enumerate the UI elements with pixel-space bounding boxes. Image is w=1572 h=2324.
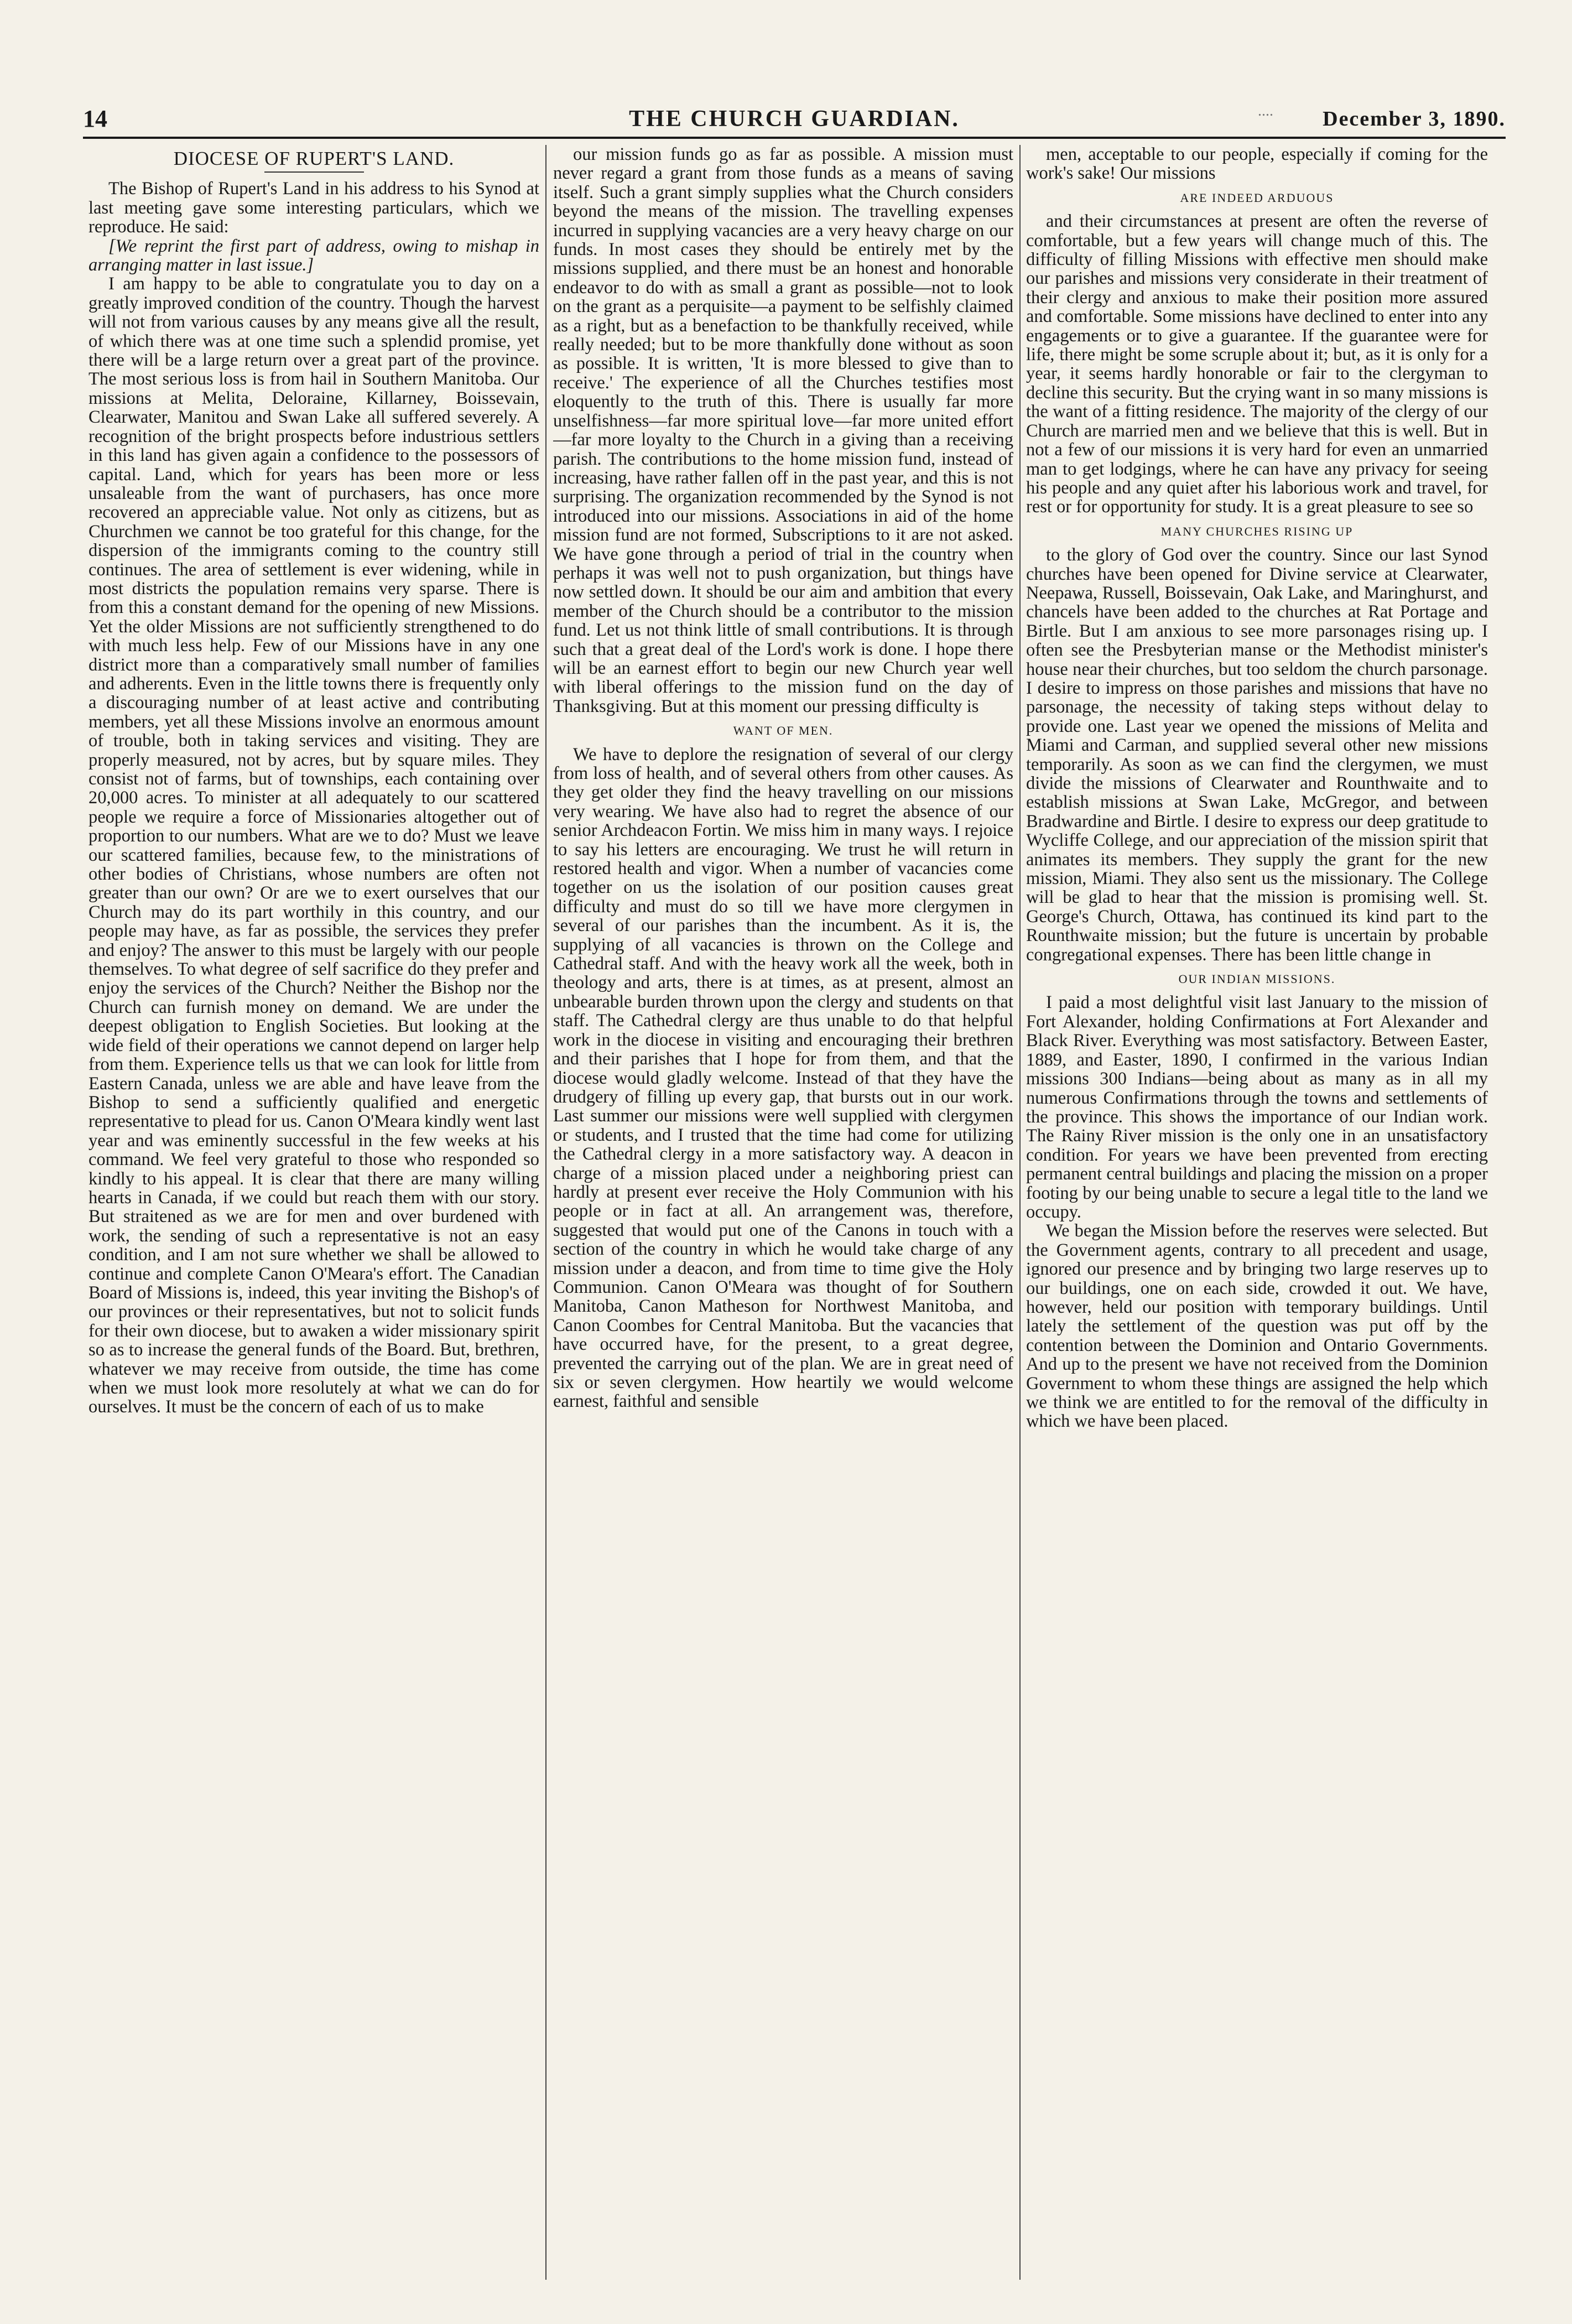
column-3 [1026,145,1488,2285]
paragraph: to the glory of God over the country. Since our last Synod churches have been opened for Divine service at Clearwater, Neepawa, Russell, Boissevain, Oak Lake, and Maringhurst, and chancels have been added to the churches at Rat Portage and Birtle. But I am anxious to see more parsonages rising up. I often see the Presbyterian manse or the Methodist minister's house near their churches, but too seldom the church parsonage. I desire to impress on those parishes and missions that have no parsonage, the necessity of taking steps without delay to provide one. Last year we opened the missions of Melita and Miami and Carman, and supplied several other new missions temporarily. As soon as we can find the clergymen, we must divide the missions of Clearwater and Rounthwaite and to establish missions at Swan Lake, McGregor, and between Bradwardine and Birtle. I desire to express our deep gratitude to Wycliffe College, and our appreciation of the mission spirit that animates its members. They supply the grant for the new mission, Miami. They also sent us the missionary. The College will be glad to hear that the mission is promising well. St. George's Church, Ottawa, has continued its kind part to the Rounthwaite mission; but the future is uncertain by probable congregational expenses. There has been little change in [1026,545,1488,965]
section-heading: MANY CHURCHES RISING UP [1160,524,1354,538]
stray-mark: .... [1258,102,1273,119]
paragraph: We have to deplore the resignation of several of our clergy from loss of health, and of several others from other causes. As they get older they find the heavy travelling on our missions very wearing. We have also had to regret the absence of our senior Archdeacon Fortin. We miss him in many ways. I rejoice to say his letters are encouraging. We trust he will return in restored health and vigor. When a number of vacancies come together on us the isolation of our position causes great difficulty and must do so till we have more clergymen in several of our parishes than the incumbent. As it is, the supplying of all vacancies is thrown on the College and Cathedral staff. And with the heavy work all the week, both in theology and arts, there is at times, as at present, almost an unbearable burden thrown upon the clergy and students on that staff. The Cathedral clergy are thus unable to do that helpful work in the diocese in visiting and encouraging their brethren and their parishes that I hope for from them, and that the diocese would gladly welcome. Instead of that they have the drudgery of filling up every gap, that bursts out in our work. Last summer our missions were well supplied with clergymen or students, and I trusted that the time had come for utilizing the Cathedral clergy in a more satisfactory way. A deacon in charge of a mission placed under a neighboring priest can hardly at present ever receive the Holy Communion with his people or in fact at all. An arrangement was, therefore, suggested that would put one of the Canons in touch with a section of the country in which he would take charge of any mission under a deacon, and from time to time give the Holy Communion. Canon O'Meara was thought of for Southern Manitoba, Canon Matheson for Northwest Manitoba, and Canon Coombes for Central Manitoba. But the vacancies that have occurred have, for the present, to a great degree, prevented the carrying out of the plan. We are in great need of six or seven clergymen. How heartily we would welcome earnest, faithful and sensible [553,744,1013,1412]
paragraph: I am happy to be able to congratulate you to day on a greatly improved condition of the country. Though the harvest will not from various causes by any means give all the result, of which there was at one time such a splendid promise, yet there will be a large return over a great part of the province. The most serious loss is from hail in Southern Manitoba. Our missions at Melita, Deloraine, Killarney, Boissevain, Clearwater, Manitou and Swan Lake all suffered severely. A recognition of the bright prospects before industrious settlers in this land has given again a confidence to the possessors of capital. Land, which for years has been more or less unsaleable from the want of purchasers, has once more recovered an appreciable value. Not only as citizens, but as Churchmen we cannot be too grateful for this change, for the dispersion of the immigrants coming to the country still continues. The area of settlement is ever widening, while in most districts the population remains very sparse. There is from this a constant demand for the opening of new Missions. Yet the older Missions are not sufficiently strengthened to do with much less help. Few of our Missions have in any one district more than a comparatively small number of families and adherents. Even in the little towns there is frequently only a discouraging number of at least active and contributing members, yet all these Missions involve an enormous amount of trouble, both in taking services and visiting. They are properly measured, not by acres, but by square miles. They consist not of farms, but of townships, each containing over 20,000 acres. To minister at all adequately to our scattered people we require a force of Missionaries altogether out of proportion to our numbers. What are we to do? Must we leave our scattered families, because few, to the ministrations of other bodies of Christians, whose numbers are often not greater than our own? Or are we to exert ourselves that our Church may do its part worthily in this country, and our people may have, as far as possible, the services they prefer and enjoy? The answer to this must be largely with our people themselves. To what degree of self sacrifice do they prefer and enjoy the services of the Church? Neither the Bishop nor the Church can furnish money on demand. We are under the deepest obligation to English Societies. But looking at the wide field of their operations we cannot depend on larger help from them. Experience tells us that we can look for little from Eastern Canada, unless we are able and have leave from the Bishop to send a sufficiently qualified and energetic representative to plead for us. Canon O'Meara kindly went last year and was eminently successful in the few weeks at his command. We feel very grateful to those who responded so kindly to his appeal. It is clear that there are many willing hearts in Canada, if we could but reach them with our story. But straitened as we are for men and over burdened with work, the sending of such a representative is not an easy condition, and I am not sure whether we shall be allowed to continue and complete Canon O'Meara's effort. The Canadian Board of Missions is, indeed, this year inviting the Bishop's of our provinces or their representatives, but not to solicit funds for their own diocese, but to awaken a wider missionary spirit so as to increase the general funds of the Board. But, brethren, whatever we may receive from outside, the time has come when we must look more resolutely at what we can do for ourselves. It must be the concern of each of us to make [89,274,539,1417]
paragraph: The Bishop of Rupert's Land in his address to his Synod at last meeting gave some interesting particulars, which we reproduce. He said: [89,179,539,237]
title-rule [264,171,364,173]
paragraph: and their circumstances at present are often the reverse of comfortable, but a few years will change much of this. The difficulty of filling Missions with effective men should make our parishes and missions very considerate in their treatment of their clergy and anxious to make their position more assured and comfortable. Some missions have declined to enter into any engagements or to give a guarantee. If the guarantee were for life, there might be some scruple about it; but, as it is only for a year, it seems hardly honorable or fair to the clergyman to decline this security. But the crying want in so many missions is the want of a fitting residence. The majority of the clergy of our Church are married men and we believe that this is well. But in not a few of our missions it is very hard for even an unmarried man to get lodgings, where he can have any privacy for seeing his people and any quiet after his laborious work and travel, for rest or for opportunity for study. It is a great pleasure to see so [1026,211,1488,517]
page-number: 14 [83,105,107,132]
editor-note: [We reprint the first part of address, owing to mishap in arranging matter in last issue.] [89,236,539,275]
section-heading: WANT OF MEN. [733,724,834,738]
column-1 [89,145,539,2285]
section-heading: OUR INDIAN MISSIONS. [1178,972,1336,986]
paragraph: men, acceptable to our people, especially if coming for the work's sake! Our missions [1026,145,1488,184]
column-2 [553,145,1013,2285]
issue-date: December 3, 1890. [1323,107,1506,131]
newspaper-title: THE CHURCH GUARDIAN. [629,106,960,132]
article-title: DIOCESE OF RUPERT'S LAND. [173,148,455,169]
column-divider [545,145,546,2280]
column-divider [1019,145,1021,2280]
section-heading: ARE INDEED ARDUOUS [1180,190,1334,205]
paragraph: our mission funds go as far as possible. A mission must never regard a grant from those funds as a means of saving itself. Such a grant simply supplies what the Church considers beyond the means of the mission. The travelling expenses incurred in supplying vacancies are a very heavy charge on our funds. In most cases they should be entirely met by the missions supplied, and there must be an honest and honorable endeavor to do with as small a grant as possible—not to look on the grant as a perquisite—a payment to be selfishly claimed as a right, but as a benefaction to be thankfully received, while really needed; but to be more thankfully done without as soon as possible. It is written, 'It is more blessed to give than to receive.' The experience of all the Churches testifies most eloquently to the truth of this. There is usually far more unselfishness—far more spiritual love—far more united effort—far more loyalty to the Church in a giving than a receiving parish. The contributions to the home mission fund, instead of increasing, have rather fallen off in the past year, and this is not surprising. The organization recommended by the Synod is not introduced into our missions. Associations in aid of the home mission fund are not formed, Subscriptions to it are not asked. We have gone through a period of trial in the country when perhaps it was well not to push organization, but things have now settled down. It should be our aim and ambition that every member of the Church should be a contributor to the mission fund. Let us not think little of small contributions. It is through such that a great deal of the Lord's work is done. I hope there will be an earnest effort to begin our new Church year well with liberal offerings to the mission fund on the day of Thanksgiving. But at this moment our pressing difficulty is [553,145,1013,716]
paragraph: I paid a most delightful visit last January to the mission of Fort Alexander, holding Confirmations at Fort Alexander and Black River. Everything was most satisfactory. Between Easter, 1889, and Easter, 1890, I confirmed in the various Indian missions 300 Indians—being about as many as in all my numerous Confirmations through the towns and settlements of the province. This shows the importance of our Indian work. The Rainy River mission is the only one in an unsatisfactory condition. For years we have been prevented from erecting permanent central buildings and placing the mission on a proper footing by our being unable to secure a legal title to the land we occupy. [1026,992,1488,1222]
masthead [83,102,1506,139]
paragraph: We began the Mission before the reserves were selected. But the Government agents, contrary to all precedent and usage, ignored our presence and by bringing two large reserves up to our buildings, one on each side, crowded it out. We have, however, held our position with temporary buildings. Until lately the settlement of the question was put off by the contention between the Dominion and Ontario Governments. And up to the present we have not received from the Dominion Government to whom these things are assigned the help which we think we are entitled to for the removal of the difficulty in which we have been placed. [1026,1221,1488,1432]
